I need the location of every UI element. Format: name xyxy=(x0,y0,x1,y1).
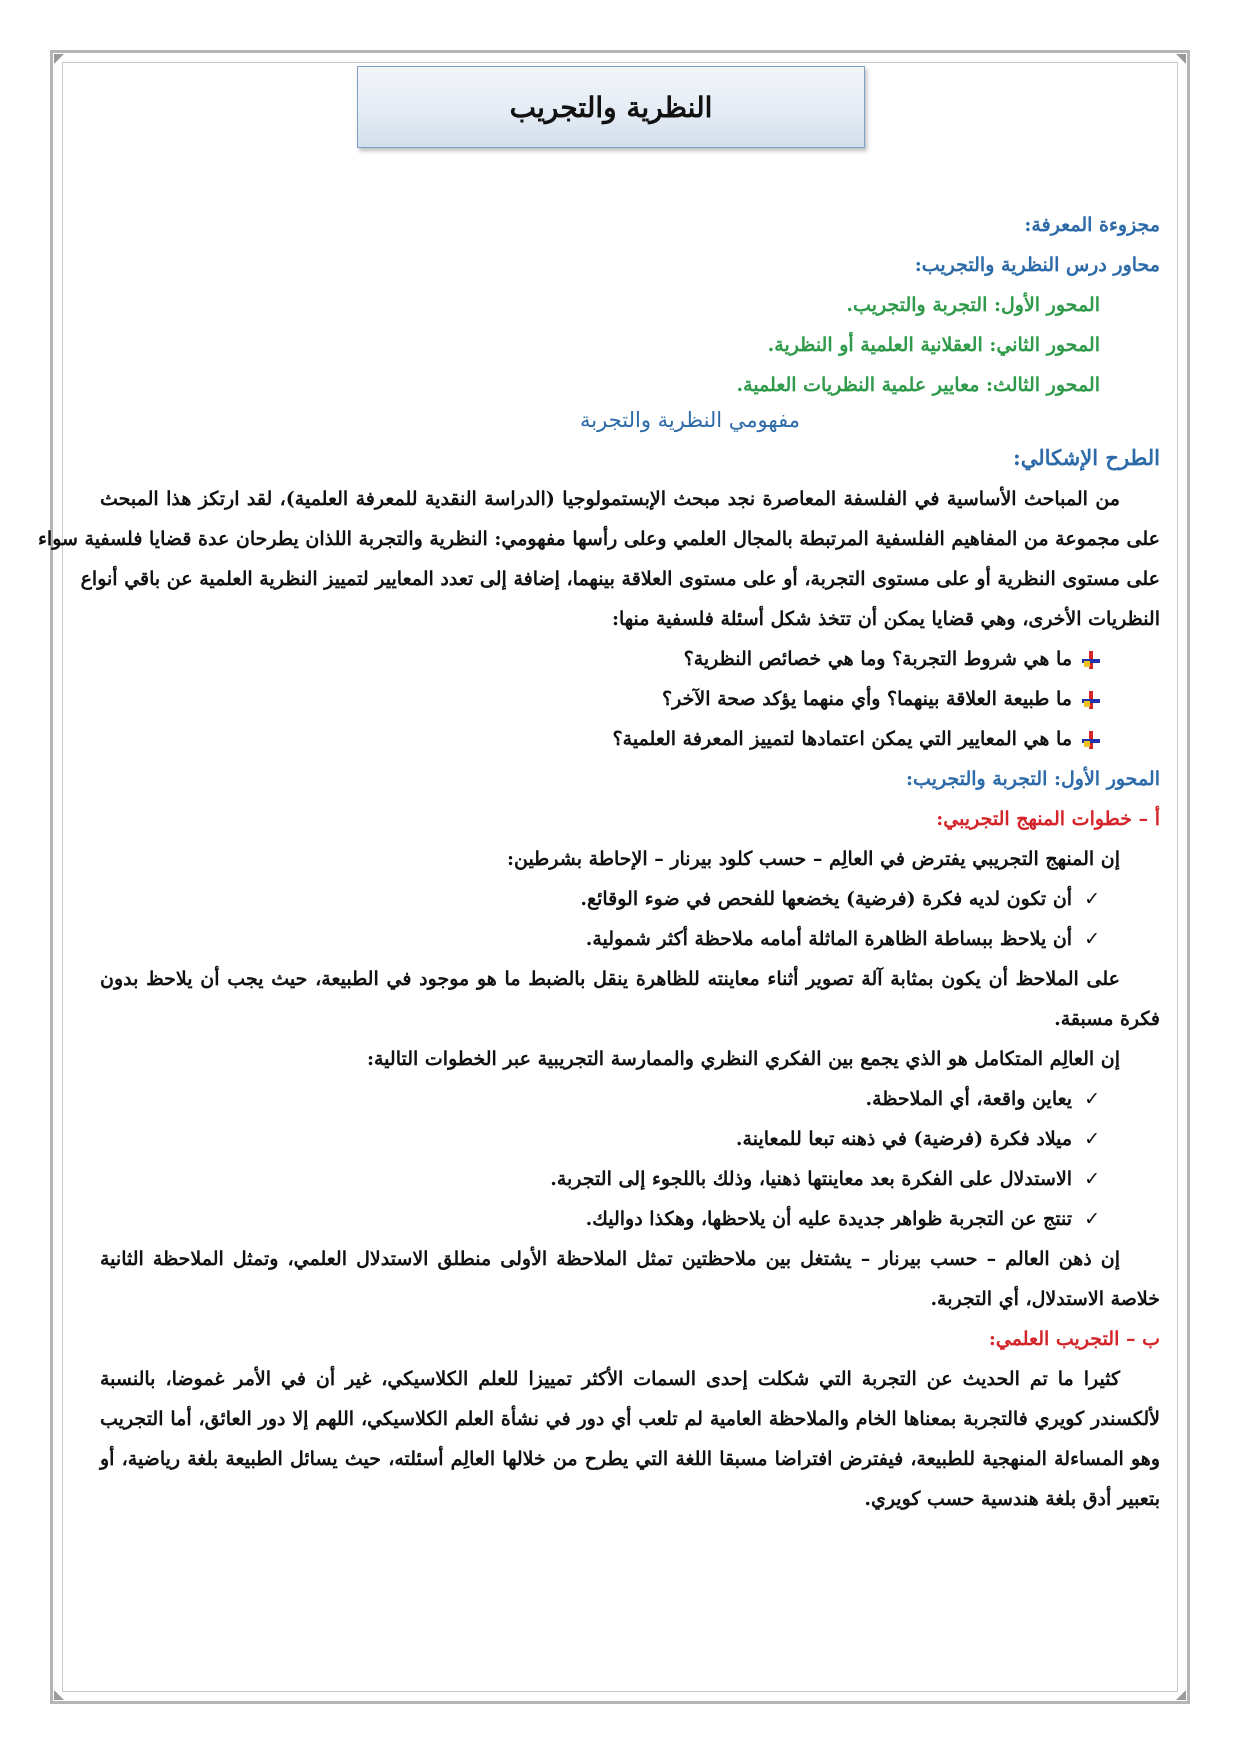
step-text: يعاين واقعة، أي الملاحظة. xyxy=(865,1088,1073,1110)
question-item xyxy=(100,679,1160,719)
step-text: ميلاد فكرة (فرضية) في ذهنه تبعا للمعاينة. xyxy=(735,1128,1073,1150)
paragraph-line: النظريات الأخرى، وهي قضايا يمكن أن تتخذ شكل أسئلة فلسفية منها: xyxy=(611,608,1160,630)
complete-scientist-intro: إن العالِم المتكامل هو الذي يجمع بين الفكري النظري والممارسة التجريبية عبر الخطوات التالية: xyxy=(366,1048,1120,1070)
axis-item: المحور الأول: التجربة والتجريب. xyxy=(846,294,1100,316)
section-b-heading: ب – التجريب العلمي: xyxy=(988,1328,1160,1350)
paragraph-line: على الملاحظ أن يكون بمثابة آلة تصوير أثناء معاينته للظاهرة ينقل بالضبط ما هو موجود في الطبيعة، حيث يجب أن يلاحظ بدون xyxy=(100,968,1120,990)
bullet-cross-icon xyxy=(1082,651,1100,669)
paragraph-line: إن ذهن العالم – حسب بيرنار – يشتغل بين ملاحظتين تمثل الملاحظة الأولى منطلق الاستدلال العلمي، وتمثل الملاحظة الثانية xyxy=(100,1248,1120,1270)
check-icon: ✓ xyxy=(1084,1168,1100,1190)
step-text: الاستدلال على الفكرة بعد معاينتها ذهنيا، وذلك باللجوء إلى التجربة. xyxy=(550,1168,1073,1190)
paragraph-line: وهو المساءلة المنهجية للطبيعة، فيفترض افتراضا مسبقا اللغة التي يطرح من خلالها العالِم أسئلته، حيث يسائل الطبيعة بلغة رياضية، أو xyxy=(100,1448,1160,1470)
condition-item xyxy=(100,919,1160,959)
document-body xyxy=(37,205,1160,1519)
condition-item xyxy=(100,879,1160,919)
step-item xyxy=(100,1079,1160,1119)
paragraph-line: كثيرا ما تم الحديث عن التجربة التي شكلت إحدى السمات الأكثر تمييزا للعلم الكلاسيكي، غير أن في الأمر غموضا، بالنسبة xyxy=(100,1368,1120,1390)
page-title: النظرية والتجريب xyxy=(509,90,713,124)
question-item xyxy=(100,719,1160,759)
corner-ornament xyxy=(1176,1690,1186,1700)
check-icon: ✓ xyxy=(1084,1088,1100,1110)
step-text: تنتج عن التجربة ظواهر جديدة عليه أن يلاحظها، وهكذا دواليك. xyxy=(585,1208,1073,1230)
section-a-heading: أ – خطوات المنهج التجريبي: xyxy=(936,808,1160,830)
condition-text: أن تكون لديه فكرة (فرضية) يخضعها للفحص في ضوء الوقائع. xyxy=(580,888,1073,910)
axis-item: المحور الثالث: معايير علمية النظريات العلمية. xyxy=(736,374,1100,396)
axis-item: المحور الثاني: العقلانية العلمية أو النظرية. xyxy=(767,334,1100,356)
step-item xyxy=(100,1119,1160,1159)
bullet-cross-icon xyxy=(1082,731,1100,749)
knowledge-group-heading: مجزوءة المعرفة: xyxy=(1024,214,1160,236)
question-item xyxy=(100,639,1160,679)
check-icon: ✓ xyxy=(1084,1128,1100,1150)
paragraph-line: خلاصة الاستدلال، أي التجربة. xyxy=(930,1288,1160,1310)
section-a-intro: إن المنهج التجريبي يفترض في العالِم – حسب كلود بيرنار – الإحاطة بشرطين: xyxy=(506,848,1120,870)
paragraph-line: فكرة مسبقة. xyxy=(1054,1008,1160,1030)
condition-text: أن يلاحظ ببساطة الظاهرة الماثلة أمامه ملاحظة أكثر شمولية. xyxy=(585,928,1073,950)
problem-heading: الطرح الإشكالي: xyxy=(1013,445,1160,470)
paragraph-line: على مستوى النظرية أو على مستوى التجربة، أو على مستوى العلاقة بينهما، إضافة إلى تعدد المعايير لتمييز النظرية العلمية عن باقي أنواع xyxy=(80,568,1160,590)
check-icon: ✓ xyxy=(1084,1208,1100,1230)
step-item xyxy=(100,1159,1160,1199)
title-box xyxy=(357,66,865,148)
paragraph-line: بتعبير أدق بلغة هندسية حسب كويري. xyxy=(864,1488,1160,1510)
step-item xyxy=(100,1199,1160,1239)
bullet-cross-icon xyxy=(1082,691,1100,709)
question-text: ما هي المعايير التي يمكن اعتمادها لتمييز المعرفة العلمية؟ xyxy=(612,728,1072,750)
check-icon: ✓ xyxy=(1084,928,1100,950)
corner-ornament xyxy=(54,1690,64,1700)
paragraph-line: على مجموعة من المفاهيم الفلسفية المرتبطة بالمجال العلمي وعلى رأسها مفهومي: النظرية والتجربة اللذان يطرحان عدة قضايا فلسفية سواء xyxy=(37,528,1160,550)
question-text: ما هي شروط التجربة؟ وما هي خصائص النظرية؟ xyxy=(683,648,1072,670)
question-text: ما طبيعة العلاقة بينهما؟ وأي منهما يؤكد صحة الآخر؟ xyxy=(662,688,1072,710)
axis1-heading: المحور الأول: التجربة والتجريب: xyxy=(906,768,1160,790)
concepts-subtitle: مفهومي النظرية والتجربة xyxy=(580,408,800,432)
paragraph-line: لألكسندر كويري فالتجربة بمعناها الخام والملاحظة العامية لم تلعب أي دور في نشأة العلم الكلاسيكي، اللهم إلا دور العائق، أما التجريب xyxy=(100,1408,1160,1430)
corner-ornament xyxy=(54,54,64,64)
corner-ornament xyxy=(1176,54,1186,64)
check-icon: ✓ xyxy=(1084,888,1100,910)
axes-heading: محاور درس النظرية والتجريب: xyxy=(914,254,1160,276)
paragraph-line: من المباحث الأساسية في الفلسفة المعاصرة نجد مبحث الإبستمولوجيا (الدراسة النقدية للمعرفة العلمية)، لقد ارتكز هذا المبحث xyxy=(100,488,1120,510)
